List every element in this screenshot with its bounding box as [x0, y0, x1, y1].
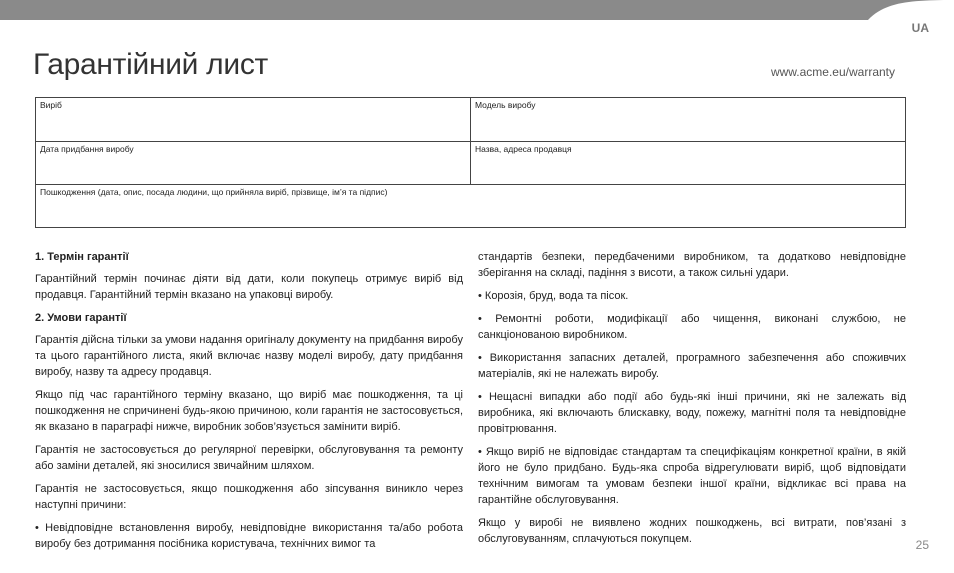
right-column	[478, 249, 906, 554]
section-heading-term: 1. Термін гарантії	[35, 251, 129, 263]
purchase-date-label: Дата придбання виробу	[40, 144, 134, 154]
paragraph: Гарантія дійсна тільки за умови надання оригіналу документу на придбання виробу та цього гарантійного листа, який включає назву моделі виробу, дату придбання виробу, назву та адресу продавця.	[35, 334, 463, 378]
page-number: 25	[915, 538, 929, 552]
damage-label: Пошкодження (дата, опис, посада людини, що прийняла виріб, прізвище, ім’я та підпис)	[40, 187, 388, 197]
bullet-item: • Ремонтні роботи, модифікації або чищення, виконані службою, не санкціонованою виробником.	[478, 313, 906, 341]
paragraph: Гарантійний термін починає діяти від дати, коли покупець отримує виріб від продавця. Гарантійний термін вказано на упаковці виробу.	[35, 273, 463, 301]
paragraph: стандартів безпеки, передбаченими виробником, та додатково невідповідне зберігання на складі, падіння з висоти, а також сильні удари.	[478, 251, 906, 279]
purchase-date-field[interactable]	[36, 142, 471, 185]
language-code: UA	[911, 21, 929, 35]
paragraph: Гарантія не застосовується, якщо пошкодження або зіпсування виникло через наступні причини:	[35, 483, 463, 511]
bullet-item: • Використання запасних деталей, програмного забезпечення або споживчих матеріалів, які не належать виробу.	[478, 352, 906, 380]
bullet-item: • Корозія, бруд, вода та пісок.	[478, 290, 629, 302]
paragraph: Якщо у виробі не виявлено жодних пошкоджень, всі витрати, пов’язані з обслуговуванням, сплачуються покупцем.	[478, 517, 906, 545]
paragraph: Якщо під час гарантійного терміну вказано, що виріб має пошкодження, та ці пошкодження не спричинені будь-якою причиною, коли гарантія не застосовується, як вказано в параграфі нижче, виробник зобов’язується замінити виріб.	[35, 389, 463, 433]
left-column	[35, 249, 463, 559]
bullet-item: • Нещасні випадки або події або будь-які інші причини, які не залежать від виробника, які включають блискавку, воду, пожежу, магнітні поля та невідповідне провітрювання.	[478, 391, 906, 435]
bullet-item: • Невідповідне встановлення виробу, невідповідне використання та/або робота виробу без дотримання посібника користувача, технічних вимог та	[35, 522, 463, 550]
model-field[interactable]	[471, 98, 906, 142]
damage-field[interactable]	[36, 185, 906, 228]
header-band	[0, 0, 954, 20]
section-heading-conditions: 2. Умови гарантії	[35, 312, 127, 324]
page-title: Гарантійний лист	[33, 48, 268, 81]
product-field[interactable]	[36, 98, 471, 142]
product-label: Виріб	[40, 100, 62, 110]
seller-field[interactable]	[471, 142, 906, 185]
warranty-form	[35, 97, 906, 228]
bullet-item: • Якщо виріб не відповідає стандартам та специфікаціям конкретної країни, в якій його не було придбано. Будь-яка спроба відрегулювати виріб, щоб відповідати технічним вимогам та умовам безпеки іншої країни, відкликає всі права на гарантійне обслуговування.	[478, 446, 906, 506]
seller-label: Назва, адреса продавця	[475, 144, 572, 154]
warranty-url: www.acme.eu/warranty	[770, 65, 895, 79]
paragraph: Гарантія не застосовується до регулярної перевірки, обслуговування та ремонту або заміни деталей, які зносилися звичайним шляхом.	[35, 444, 463, 472]
model-label: Модель виробу	[475, 100, 536, 110]
